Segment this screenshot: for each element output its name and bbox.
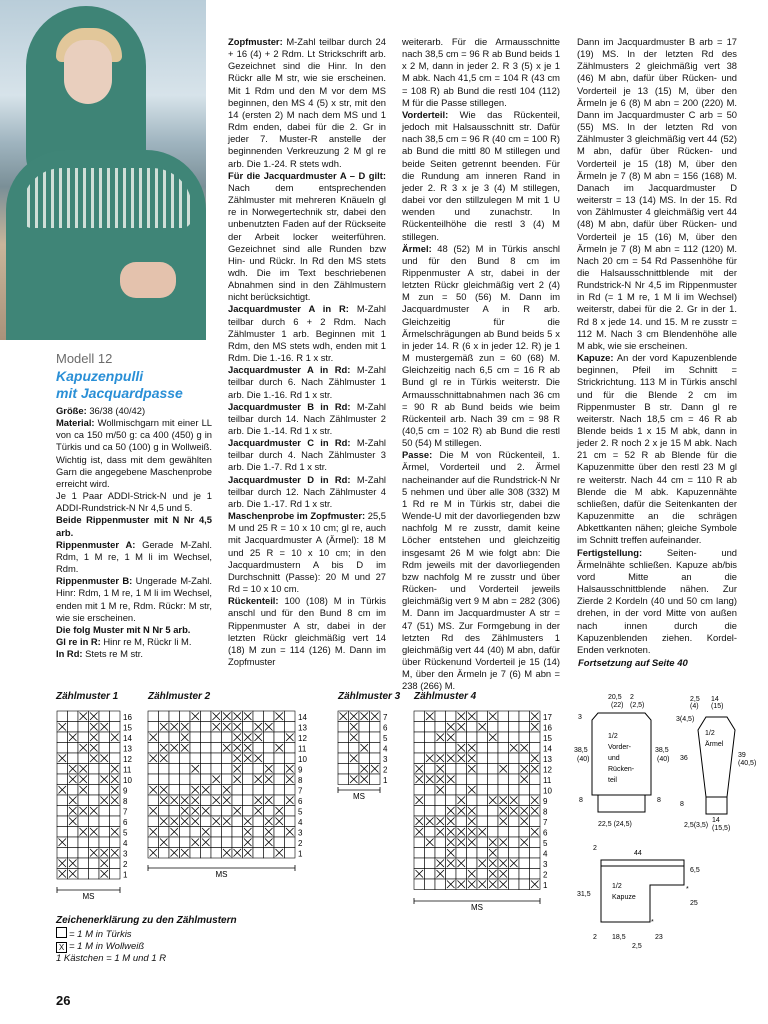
body-piece-label: 1/2: [608, 733, 618, 740]
dimension-label: 2,5: [632, 943, 642, 950]
paragraph-heading: Jacquardmuster B in Rd:: [228, 400, 351, 412]
paragraph-heading: Jacquardmuster A in R:: [228, 303, 349, 315]
chart-label-2: Zählmuster 2: [148, 691, 211, 702]
chart-label-4: Zählmuster 4: [414, 691, 477, 702]
dimension-label: 2,5: [690, 696, 700, 703]
paragraph: [228, 401, 386, 437]
dimension-label: 2: [593, 934, 597, 941]
paragraph: [56, 417, 212, 490]
chart-label-1: Zählmuster 1: [56, 691, 119, 702]
paragraph-heading: Jacquardmuster D in Rd:: [228, 473, 351, 485]
svg-text:6: 6: [123, 818, 128, 827]
dimension-label: 14: [712, 817, 720, 824]
svg-text:5: 5: [383, 734, 388, 743]
paragraph-heading: Fertigstellung:: [577, 546, 643, 558]
svg-text:4: 4: [543, 849, 548, 859]
dimension-label: (2,5): [630, 702, 645, 709]
paragraph-heading: Maschenprobe im Zopfmuster:: [228, 510, 366, 522]
sleeve-outline: [698, 717, 735, 814]
dimension-label: 20,5: [608, 694, 622, 701]
svg-text:1: 1: [383, 776, 388, 785]
svg-text:2: 2: [298, 839, 303, 848]
svg-text:12: 12: [298, 734, 307, 743]
paragraph: [402, 36, 560, 109]
page-number: 26: [56, 993, 71, 1008]
chart-grid-2: [148, 711, 307, 859]
dimension-label: 8: [579, 797, 583, 804]
dimension-label: *: [651, 919, 654, 926]
paragraph: [228, 36, 386, 170]
svg-text:6: 6: [383, 723, 388, 733]
body-piece-label: teil: [608, 777, 617, 784]
paragraph-text: M-Zahl teilbar durch 12. Nach Zählmuster 4 arb. Die 1.-17. Rd 1 x str.: [228, 473, 386, 509]
dimension-label: 2: [630, 694, 634, 701]
paragraph-text: M-Zahl teilbar durch 24 + 16 (4) + 2 Rdm. Lt Strickschrift arb. Gezeichnet sind die Hinr. In den Rückr alle M str, wie sie erscheinen. Mit 1 Rdm und den M vor dem MS beginnen, den MS 4 (5) x str, mit den 14 (ersten 2) M nach dem MS und 1 Rdm enden, dabei für die 2. Gr in jeder 7. Muster-R anstelle der beginnenden Verkreuzung 2 M gl re arb. Die 1.-24. R stets wdh.: [228, 36, 386, 169]
paragraph: [56, 648, 212, 660]
chart-grid-3: [338, 711, 388, 785]
legend-item-white: X = 1 M in Wollweiß: [56, 941, 237, 953]
dimension-label: (40): [577, 756, 590, 763]
chart-ms-1: [57, 887, 120, 901]
paragraph-heading: Rippenmuster A:: [56, 538, 136, 550]
svg-text:14: 14: [123, 734, 132, 743]
hood-label: Kapuze: [612, 894, 636, 901]
svg-text:9: 9: [543, 797, 548, 806]
svg-text:9: 9: [123, 786, 128, 796]
svg-text:7: 7: [383, 713, 388, 722]
paragraph-text: Je 1 Paar ADDI-Strick-N und je 1 ADDI-Rundstrick-N Nr 4,5 und 5.: [56, 490, 212, 514]
svg-text:3: 3: [543, 860, 548, 869]
paragraph-heading: Die folg Muster mit N Nr 5 arb.: [56, 623, 191, 635]
svg-text:13: 13: [543, 755, 552, 764]
paragraph-text: M-Zahl teilbar durch 14. Nach Zählmuster 2 arb. Die 1.-14. Rd 1 x str.: [228, 400, 386, 436]
svg-text:7: 7: [298, 786, 303, 796]
body-piece-label: und: [608, 755, 620, 762]
dimension-label: (4): [690, 703, 699, 710]
svg-text:7: 7: [543, 818, 548, 827]
paragraph: [402, 449, 560, 692]
paragraph-text: 36/38 (40/42): [86, 405, 146, 416]
continued-note: Fortsetzung auf Seite 40: [578, 658, 688, 669]
dimension-label: (15,5): [712, 825, 731, 832]
svg-text:10: 10: [543, 786, 552, 796]
svg-text:8: 8: [298, 776, 303, 785]
paragraph-text: M-Zahl teilbar durch 6. Nach Zählmuster 1 arb. Die 1.-16. Rd 1 x str.: [228, 364, 386, 400]
svg-text:1: 1: [543, 881, 548, 890]
svg-text:10: 10: [123, 776, 132, 785]
paragraph-text: Stets re M str.: [82, 648, 143, 660]
title-line-2: mit Jacquardpasse: [56, 385, 183, 401]
svg-text:3: 3: [383, 755, 388, 764]
dimension-label: 2,5(3,5): [684, 822, 709, 829]
hood-outline: [601, 860, 684, 922]
paragraph: [228, 510, 386, 595]
svg-text:11: 11: [123, 765, 132, 775]
paragraph-text: Wollmischgarn mit einer LL von ca 150 m/50 g: ca 400 (450) g in Türkis und ca 50 (100) g in Wollweiß. Wichtig ist, dass mit dem gewählten Garn die angegebene Maschenprobe erreicht wird.: [56, 417, 212, 489]
dimension-label: 39: [738, 752, 746, 759]
legend-heading: Zeichenerklärung zu den Zählmustern: [56, 915, 237, 926]
hood-label: 1/2: [612, 883, 622, 890]
paragraph-heading: Ärmel:: [402, 242, 432, 254]
svg-text:5: 5: [123, 828, 128, 838]
svg-text:4: 4: [123, 839, 128, 848]
model-photo: [0, 0, 206, 340]
paragraph-text: M-Zahl teilbar durch 6 + 2 Rdm. Nach Zählmuster 1 arb. Beginnen mit 1 Rdm, den MS stets wdh, enden mit 1 Rdm. Die 1.-16. R 1 x str.: [228, 303, 386, 364]
paragraph-heading: Kapuze:: [577, 352, 614, 364]
svg-text:12: 12: [543, 765, 552, 775]
svg-text:1: 1: [298, 849, 303, 859]
paragraph: [228, 170, 386, 304]
paragraph: [56, 636, 212, 648]
svg-text:15: 15: [123, 723, 132, 733]
paragraph-heading: Passe:: [402, 449, 433, 461]
dimension-label: 14: [711, 696, 719, 703]
svg-text:6: 6: [543, 828, 548, 838]
paragraph-heading: In Rd:: [56, 648, 83, 660]
paragraph-text: Ungerade M-Zahl. Hinr: Rdm, 1 M re, 1 M li im Wechsel, enden mit 1 M re, Rdm. Rückr: M str, wie sie erscheinen.: [56, 575, 212, 623]
svg-text:6: 6: [298, 797, 303, 806]
chart-ms-4: [414, 898, 540, 912]
svg-text:7: 7: [123, 807, 128, 817]
chart-ms-2: [148, 865, 295, 879]
paragraph: [402, 109, 560, 243]
chart-grid-4: [414, 711, 552, 890]
paragraph-text: Hinr re M, Rückr li M.: [100, 635, 192, 647]
paragraph-text: 100 (108) M in Türkis anschl und für den Bund 8 cm im Rippenmuster A str, dabei in der letzten Rückr gleichmäßig vert 14 (18) M zun = 114 (126) M. Dann im Zopfmuster: [228, 595, 386, 667]
paragraph-text: M-Zahl teilbar durch 4. Nach Zählmuster 3 arb. Die 1.-7. Rd 1 x str.: [228, 437, 386, 473]
paragraph-text: weiterarb. Für die Armausschnitte nach 38,5 cm = 96 R ab Bund beids 1 x 2 M, dann in jeder 2. R 3 (5) x je 1 M abk. Nach 41,5 cm = 104 R (43 cm = 108 R) ab Bund die restl 104 (112) M für die Passe stillegen.: [402, 36, 560, 108]
svg-text:4: 4: [383, 744, 388, 754]
hands-shape: [120, 262, 176, 298]
sleeve-label: 1/2: [705, 730, 715, 737]
paragraph-heading: Jacquardmuster C in Rd:: [228, 437, 351, 449]
dimension-label: (22): [611, 702, 624, 709]
legend-item-turquoise: = 1 M in Türkis: [56, 927, 237, 941]
paragraph-text: Nach dem entsprechenden Zählmuster mit mehreren Knäueln gl re in Norwegertechnik str, dabei den unbenutzten Faden auf der Rückseite der Arbeit locker weiterführen. Gezeichnet sind alle Runden bzw Hin- und Rückr. In Rd den MS stets wdh. Die im Text beschriebenen Abnahmen sind in den Zählmustern nicht berücksichtigt.: [228, 181, 386, 303]
chart-label-3: Zählmuster 3: [338, 691, 401, 702]
dimension-label: 6,5: [690, 867, 700, 874]
dimension-label: 8: [680, 801, 684, 808]
paragraph: [56, 514, 212, 538]
paragraph-heading: Rückenteil:: [228, 595, 279, 607]
chart-grid-1: [57, 711, 132, 880]
svg-text:MS: MS: [353, 792, 365, 801]
body-piece-label: Rücken-: [608, 766, 635, 773]
paragraph-text: Wie das Rückenteil, jedoch mit Halsausschnitt str. Dafür nach 38,5 cm = 96 R (40 cm = 100 R) ab Bund die mittl 80 M stillegen und beide Seiten getrennt beenden. Für die Rundung am inneren Rand in jeder 2. R 3 x je 3 (4) M stillegen, dabei vor den stillzulegen M mit 1 U wenden und zunachstr. In Rückenteilhöhe die restl 3 (4) M stillegen.: [402, 108, 560, 242]
paragraph: [402, 243, 560, 450]
text-column-3: [402, 36, 560, 692]
paragraph: [228, 595, 386, 668]
svg-text:8: 8: [543, 807, 548, 817]
dimension-label: 38,5: [574, 747, 588, 754]
paragraph-heading: Gl re in R:: [56, 635, 101, 647]
svg-text:8: 8: [123, 797, 128, 806]
dimension-label: (15): [711, 703, 724, 710]
paragraph-text: Die M von Rückenteil, 1. Ärmel, Vorderteil und 2. Ärmel nacheinander auf die Rundstrick-N Nr 5 nehmen und über alle 308 (332) M 1 Rd re M in Türkis str, dabei die Wende-U mit der davorliegenden bzw nachfolg M re zusstr, damit keine Löcher entstehen und gleichzeitig insgesamt 26 M wie folgt abn: Die Rdm jeweils mit der davorliegenden bzw nachfolg M re zusstr und über Rücken- und Vorderteil jeweils gleichmäßig vert 9 M abn = 282 (306) M. Dann im Jacquardmuster A str = 47 (51) MS. Zur Formgebung in der letzten Rd des Zählmusters 1 gleichmäßig vert 44 (40) M abn, dafür über Rückenund Vorderteil je 15 (14) M, über den Ärmeln je 7 (6) M abn = 238 (266) M.: [402, 449, 560, 692]
paragraph-text: Seiten- und Ärmelnähte schließen. Kapuze ab/bis vord Mitte an die Halsausschnittblende nähen. Zur Zierde 2 Kordeln (40 und 50 cm lang) drehen, in der vord Mitte von außen nach innen durch die Kapuzenblenden ziehen. Kordel-Enden verknoten.: [577, 546, 737, 655]
dimension-label: 38,5: [655, 747, 669, 754]
svg-text:14: 14: [543, 744, 552, 754]
dimension-label: 36: [680, 755, 688, 762]
svg-text:15: 15: [543, 734, 552, 743]
text-column-4: [577, 36, 737, 656]
svg-text:2: 2: [123, 860, 128, 869]
paragraph-heading: Material:: [56, 417, 95, 429]
paragraph-text: An der vord Kapuzenblende beginnen, Pfeil im Schnitt = Strickrichtung. 113 M in Türkis anschl und für die Blende 2 cm im Rippenmuster B str. Dann gl re weiterstr. Nach 18,5 cm = 46 R ab Blende beids 1 x 15 M abk, dann in jeder 2. R noch 2 x je 15 M abk. Nach 21 cm = 52 R ab Blende für die Kapuzenmitte über den restl 23 M gl re weiterstr. Nach 44 cm = 110 R ab Blende die M abk. Kapuzennähte schließen, dafür die Seitenkanten der Kapuzenmitte an die schrägen Abkettkanten nähen; gleiche Symbole im Schnitt treffen aufeinander.: [577, 352, 737, 546]
svg-text:12: 12: [123, 755, 132, 764]
svg-text:MS: MS: [82, 892, 95, 901]
paragraph-heading: Vorderteil:: [402, 108, 449, 120]
model-label: Modell 12: [56, 351, 113, 366]
dimension-label: 23: [655, 934, 663, 941]
svg-text:16: 16: [123, 713, 132, 722]
legend-scale-note: 1 Kästchen = 1 M und 1 R: [56, 953, 167, 964]
paragraph-heading: Zopfmuster:: [228, 36, 283, 47]
svg-text:2: 2: [543, 870, 548, 880]
dimension-label: 22,5 (24,5): [598, 821, 632, 828]
svg-text:16: 16: [543, 723, 552, 733]
dimension-label: 31,5: [577, 891, 591, 898]
article-title: [56, 368, 183, 402]
svg-text:3: 3: [123, 849, 128, 859]
dimension-label: *: [686, 886, 689, 893]
dimension-label: 8: [657, 797, 661, 804]
svg-text:9: 9: [298, 765, 303, 775]
dimension-label: 44: [634, 850, 642, 857]
paragraph-text: 25,5 M und 25 R = 10 x 10 cm; gl re, auch mit Jacquardmuster A (Ärmel): 18 M und 25 R = 10 x 10 cm; in den Jacquardmustern A bis D im Durchschnitt (Passe): 20 M und 27 Rd = 10 x 10 cm.: [228, 510, 386, 595]
svg-text:11: 11: [543, 776, 552, 785]
empty-box-icon: [56, 927, 67, 938]
paragraph-heading: Größe:: [56, 405, 87, 416]
face-shape: [64, 40, 112, 104]
dimension-label: 18,5: [612, 934, 626, 941]
paragraph-heading: Jacquardmuster A in Rd:: [228, 364, 351, 376]
paragraph: [577, 352, 737, 547]
paragraph: [56, 624, 212, 636]
paragraph: [228, 364, 386, 400]
svg-text:MS: MS: [471, 903, 483, 912]
cross-box-icon: X: [56, 942, 67, 953]
body-piece-label: Vorder-: [608, 744, 631, 751]
paragraph: [56, 575, 212, 624]
dimension-label: 3(4,5): [676, 716, 695, 723]
paragraph-heading: Rippenmuster B:: [56, 575, 133, 587]
title-line-1: Kapuzenpulli: [56, 368, 144, 384]
svg-text:1: 1: [123, 870, 128, 880]
svg-text:11: 11: [298, 744, 307, 754]
svg-text:4: 4: [298, 818, 303, 827]
svg-text:5: 5: [298, 807, 303, 817]
dimension-label: (40): [657, 756, 670, 763]
text-column-1: [56, 405, 212, 660]
paragraph-heading: Für die Jacquardmuster A – D gilt:: [228, 169, 386, 181]
svg-text:5: 5: [543, 839, 548, 848]
svg-text:2: 2: [383, 765, 388, 775]
svg-text:17: 17: [543, 713, 552, 722]
jacquard-yoke-shape: [22, 168, 192, 228]
paragraph: [228, 437, 386, 473]
dimension-label: (40,5): [738, 760, 757, 767]
dimension-label: 2: [593, 845, 597, 852]
paragraph-text: Dann im Jacquardmuster B arb = 17 (19) MS. In der letzten Rd des Zählmusters 2 gleichmäßig vert 38 (46) M abn, dafür über Rücken- und Vorderteil je 13 (15) M, über den Ärmeln je 6 (8) M abn = 200 (220) M. Dann im Jacquardmuster C arb = 50 (55) MS. In der letzten Rd von Zählmuster 3 gleichmäßig vert 44 (52) M abn, dafür über Rücken- und Vorderteil je 15 (18) M, über den Ärmeln je 7 (8) M abn = 156 (168) M. Danach im Jacquardmuster D weiterstr = 13 (14) MS. In der 15. Rd von Zählmuster 4 gleichmäßig vert 44 (48) M abn, dafür über Rücken- und Vorderteil je 15 (16) M, über den Ärmeln je 7 (8) M abn = 112 (120) M. Nach 20 cm = 54 Rd Passenhöhe für die Halsausschnittblende mit der Rundstrick-N Nr 4,5 im Rippenmuster in Rd (= 1 M re, 1 M li im Wechsel) weiterstr, dabei für die 2. Gr in der 1. Rd 8 x jede 14. und 15. M re zusstr = 112 M. Nach 3 cm Blendenhöhe alle M abk, wie sie erscheinen.: [577, 36, 737, 351]
paragraph: [577, 547, 737, 656]
paragraph: [56, 490, 212, 514]
chart-ms-3: [338, 787, 380, 801]
dimension-label: 3: [578, 714, 582, 721]
chart-legend: [56, 915, 237, 965]
paragraph-heading: Beide Rippenmuster mit N Nr 4,5 arb.: [56, 514, 212, 538]
paragraph-text: 48 (52) M in Türkis anschl und für den Bund 8 cm im Rippenmuster A str, dabei in der letzten Rückr gleichmäßig vert 2 (4) M zun = 50 (56) M. Dann im Jacquardmuster A in R arb. Gleichzeitig für die Ärmelschrägungen ab Bund beids 5 x in jeder 14. R (6 x in jeder 12. R) je 1 M mustergemäß zun = 60 (68) M. Gleichzeitig nach 6,5 cm = 16 R ab Bund gl re in Türkis weiterstr. Die Armausschnittabnahmen nach 36 cm = 90 R ab Bund beids wie beim Rückenteil arb. Nach 39 cm = 98 R (40,5 cm = 102 R) ab Bund die restl 50 (54) M stillegen.: [402, 242, 560, 449]
paragraph: [577, 36, 737, 352]
dimension-label: 25: [690, 900, 698, 907]
paragraph: [56, 539, 212, 575]
body-piece-outline: [592, 713, 651, 812]
paragraph-text: Gerade M-Zahl. Rdm, 1 M re, 1 M li im Wechsel, Rdm.: [56, 538, 212, 575]
svg-text:MS: MS: [215, 870, 228, 879]
paragraph: [56, 405, 212, 417]
svg-text:13: 13: [123, 744, 132, 754]
paragraph: [228, 303, 386, 364]
svg-text:14: 14: [298, 713, 307, 722]
text-column-2: [228, 36, 386, 668]
sleeve-label: Ärmel: [705, 741, 724, 748]
svg-text:13: 13: [298, 723, 307, 733]
paragraph: [228, 474, 386, 510]
svg-text:3: 3: [298, 828, 303, 838]
svg-text:10: 10: [298, 755, 307, 764]
